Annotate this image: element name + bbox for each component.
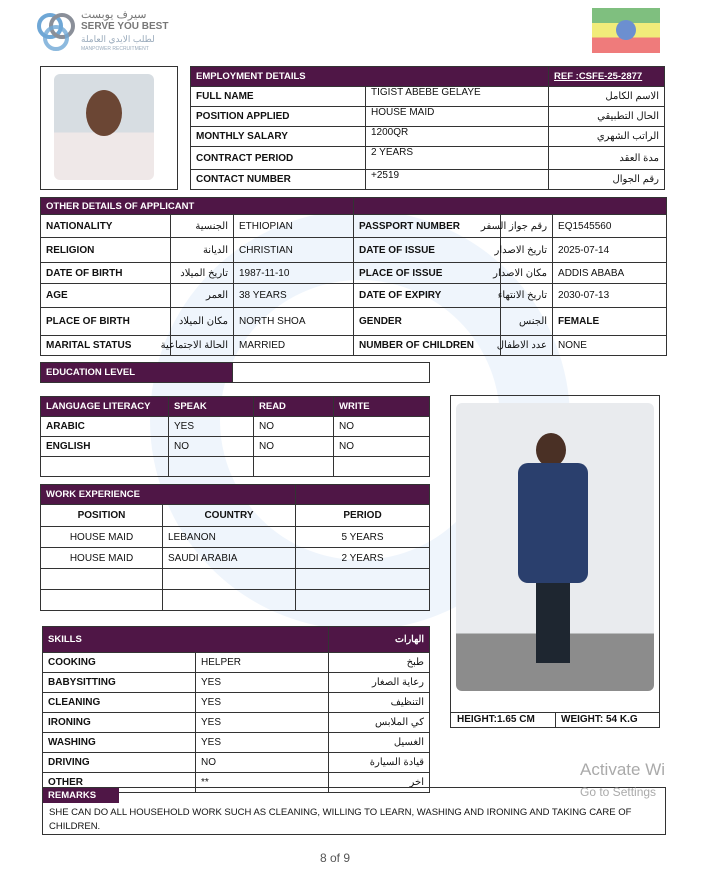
field-label: PLACE OF ISSUE	[354, 263, 501, 284]
field-value: ETHIOPIAN	[234, 215, 354, 238]
table-row	[41, 457, 430, 477]
table-row	[43, 733, 430, 753]
table-row	[41, 263, 667, 284]
table-row	[41, 417, 430, 437]
skill-value: **	[196, 773, 329, 793]
field-label: NUMBER OF CHILDREN	[354, 336, 501, 356]
field-label: PLACE OF BIRTH	[41, 308, 171, 336]
field-label: DATE OF ISSUE	[354, 238, 501, 263]
cell	[334, 457, 430, 477]
table-row	[41, 308, 667, 336]
label: MONTHLY SALARY	[191, 127, 366, 147]
table-row	[41, 590, 430, 611]
height-value: HEIGHT:1.65 CM	[457, 714, 535, 725]
activate-windows-text: Activate Wi	[580, 760, 666, 779]
cell	[163, 590, 296, 611]
full-body-photo	[456, 403, 654, 691]
cell: HOUSE MAID	[41, 548, 163, 569]
position-value: HOUSE MAID	[366, 107, 549, 127]
cell: YES	[169, 417, 254, 437]
field-label-arabic: العمر	[171, 284, 234, 308]
other-details-table	[40, 197, 667, 356]
column-header: READ	[254, 397, 334, 417]
skill-value: HELPER	[196, 653, 329, 673]
portrait-photo-frame	[40, 66, 178, 190]
arabic-label: الراتب الشهري	[549, 127, 665, 147]
education-title: EDUCATION LEVEL	[41, 363, 233, 383]
table-row	[43, 653, 430, 673]
company-logo	[35, 8, 170, 56]
field-label-arabic: رقم جواز السفر	[501, 215, 553, 238]
employment-details-table	[190, 66, 665, 190]
column-header: PERIOD	[296, 505, 430, 527]
cell: ARABIC	[41, 417, 169, 437]
skill-name: IRONING	[43, 713, 196, 733]
flag-emblem-icon	[616, 20, 636, 40]
header-row	[41, 397, 430, 417]
cell	[296, 590, 430, 611]
skills-title-arabic: الهارات	[329, 627, 430, 653]
cell: NO	[334, 417, 430, 437]
field-label-arabic: تاريخ الاصدار	[501, 238, 553, 263]
logo-name: SERVE YOU BEST	[81, 21, 169, 32]
employment-title: EMPLOYMENT DETAILS	[191, 67, 549, 87]
column-header: COUNTRY	[163, 505, 296, 527]
table-row	[43, 673, 430, 693]
skill-name-arabic: التنظيف	[329, 693, 430, 713]
label: POSITION APPLIED	[191, 107, 366, 127]
weight-value: WEIGHT: 54 K.G	[561, 714, 638, 725]
field-label: RELIGION	[41, 238, 171, 263]
field-value: NORTH SHOA	[234, 308, 354, 336]
column-header: LANGUAGE LITERACY	[41, 397, 169, 417]
skill-value: YES	[196, 733, 329, 753]
education-value	[233, 363, 430, 383]
education-level-table	[40, 362, 430, 383]
salary-value: 1200QR	[366, 127, 549, 147]
cell: NO	[169, 437, 254, 457]
field-value: ADDIS ABABA	[553, 263, 667, 284]
field-label: NATIONALITY	[41, 215, 171, 238]
field-label-arabic: تاريخ الانتهاء	[501, 284, 553, 308]
table-row	[41, 238, 667, 263]
arabic-label: رقم الجوال	[549, 170, 665, 190]
go-to-settings-text: Go to Settings	[580, 785, 657, 799]
field-value: NONE	[553, 336, 667, 356]
arabic-label: مدة العقد	[549, 147, 665, 170]
skill-name: OTHER	[43, 773, 196, 793]
language-literacy-table	[40, 396, 430, 477]
cell: ENGLISH	[41, 437, 169, 457]
field-label: AGE	[41, 284, 171, 308]
arabic-label: الاسم الكامل	[549, 87, 665, 107]
header-blank	[354, 198, 667, 215]
table-row	[41, 527, 430, 548]
cell	[296, 569, 430, 590]
table-row	[41, 284, 667, 308]
field-label: GENDER	[354, 308, 501, 336]
field-value: FEMALE	[553, 308, 667, 336]
skill-name-arabic: رعاية الصغار	[329, 673, 430, 693]
cell	[163, 569, 296, 590]
field-label-arabic: الحالة الاجتماعية	[171, 336, 234, 356]
field-value: 1987-11-10	[234, 263, 354, 284]
other-details-title: OTHER DETAILS OF APPLICANT	[41, 198, 354, 215]
skill-name-arabic: قيادة السيارة	[329, 753, 430, 773]
cell	[41, 569, 163, 590]
remarks-title: REMARKS	[43, 788, 119, 803]
header-blank	[296, 485, 430, 505]
column-header: POSITION	[41, 505, 163, 527]
ethiopia-flag	[592, 8, 660, 53]
logo-knot-icon	[35, 10, 77, 54]
skill-name-arabic: اخر	[329, 773, 430, 793]
field-label-arabic: عدد الاطفال	[501, 336, 553, 356]
table-row	[41, 336, 667, 356]
full-name-value: TIGIST ABEBE GELAYE	[366, 87, 549, 107]
skill-value: YES	[196, 713, 329, 733]
table-row	[41, 569, 430, 590]
field-label: PASSPORT NUMBER	[354, 215, 501, 238]
skill-name-arabic: الغسيل	[329, 733, 430, 753]
work-experience-table	[40, 484, 430, 611]
label: FULL NAME	[191, 87, 366, 107]
column-header: SPEAK	[169, 397, 254, 417]
column-header: WRITE	[334, 397, 430, 417]
logo-arabic: سيرف يوبست	[81, 9, 147, 21]
cell: 2 YEARS	[296, 548, 430, 569]
remarks-box	[42, 787, 666, 835]
cell: NO	[254, 417, 334, 437]
table-row	[43, 753, 430, 773]
skill-value: YES	[196, 673, 329, 693]
cell	[254, 457, 334, 477]
field-label-arabic: الديانة	[171, 238, 234, 263]
label: CONTRACT PERIOD	[191, 147, 366, 170]
field-label: MARITAL STATUS	[41, 336, 171, 356]
table-row	[43, 693, 430, 713]
field-label-arabic: مكان الاصدار	[501, 263, 553, 284]
cell: 5 YEARS	[296, 527, 430, 548]
cell	[169, 457, 254, 477]
field-label: DATE OF BIRTH	[41, 263, 171, 284]
cell: NO	[334, 437, 430, 457]
cell: HOUSE MAID	[41, 527, 163, 548]
contact-value: +2519	[366, 170, 549, 190]
remarks-text: SHE CAN DO ALL HOUSEHOLD WORK SUCH AS CLEANING, WILLING TO LEARN, WASHING AND IRONING AND TAKING CARE OF CHILDREN.	[49, 807, 632, 832]
skill-name: WASHING	[43, 733, 196, 753]
field-label-arabic: تاريخ الميلاد	[171, 263, 234, 284]
field-label-arabic: الجنس	[501, 308, 553, 336]
skill-name: CLEANING	[43, 693, 196, 713]
cell: LEBANON	[163, 527, 296, 548]
skill-name: BABYSITTING	[43, 673, 196, 693]
table-row	[43, 713, 430, 733]
skills-table	[42, 626, 430, 793]
field-label-arabic: مكان الميلاد	[171, 308, 234, 336]
skill-name: DRIVING	[43, 753, 196, 773]
full-body-photo-frame	[450, 395, 660, 728]
skill-name-arabic: كي الملابس	[329, 713, 430, 733]
skill-name: COOKING	[43, 653, 196, 673]
label: CONTACT NUMBER	[191, 170, 366, 190]
logo-sub-arabic: لطلب الايدي العاملة	[81, 34, 155, 44]
work-experience-title: WORK EXPERIENCE	[41, 485, 296, 505]
table-row	[41, 215, 667, 238]
reference-number: REF :CSFE-25-2877	[549, 67, 665, 87]
field-value: CHRISTIAN	[234, 238, 354, 263]
skill-name-arabic: طبخ	[329, 653, 430, 673]
field-value: 2025-07-14	[553, 238, 667, 263]
field-value: 2030-07-13	[553, 284, 667, 308]
cell	[41, 590, 163, 611]
field-value: 38 YEARS	[234, 284, 354, 308]
portrait-photo	[54, 74, 154, 180]
header-row	[41, 505, 430, 527]
logo-sub: MANPOWER RECRUITMENT	[81, 46, 149, 52]
field-value: EQ1545560	[553, 215, 667, 238]
contract-value: 2 YEARS	[366, 147, 549, 170]
field-label-arabic: الجنسية	[171, 215, 234, 238]
field-value: MARRIED	[234, 336, 354, 356]
cell: NO	[254, 437, 334, 457]
cell	[41, 457, 169, 477]
field-label: DATE OF EXPIRY	[354, 284, 501, 308]
skill-value: YES	[196, 693, 329, 713]
table-row	[41, 437, 430, 457]
skill-value: NO	[196, 753, 329, 773]
cell: SAUDI ARABIA	[163, 548, 296, 569]
table-row	[41, 548, 430, 569]
page-indicator: 8 of 9	[320, 851, 351, 865]
arabic-label: الحال التطبيقي	[549, 107, 665, 127]
skills-title: SKILLS	[43, 627, 329, 653]
